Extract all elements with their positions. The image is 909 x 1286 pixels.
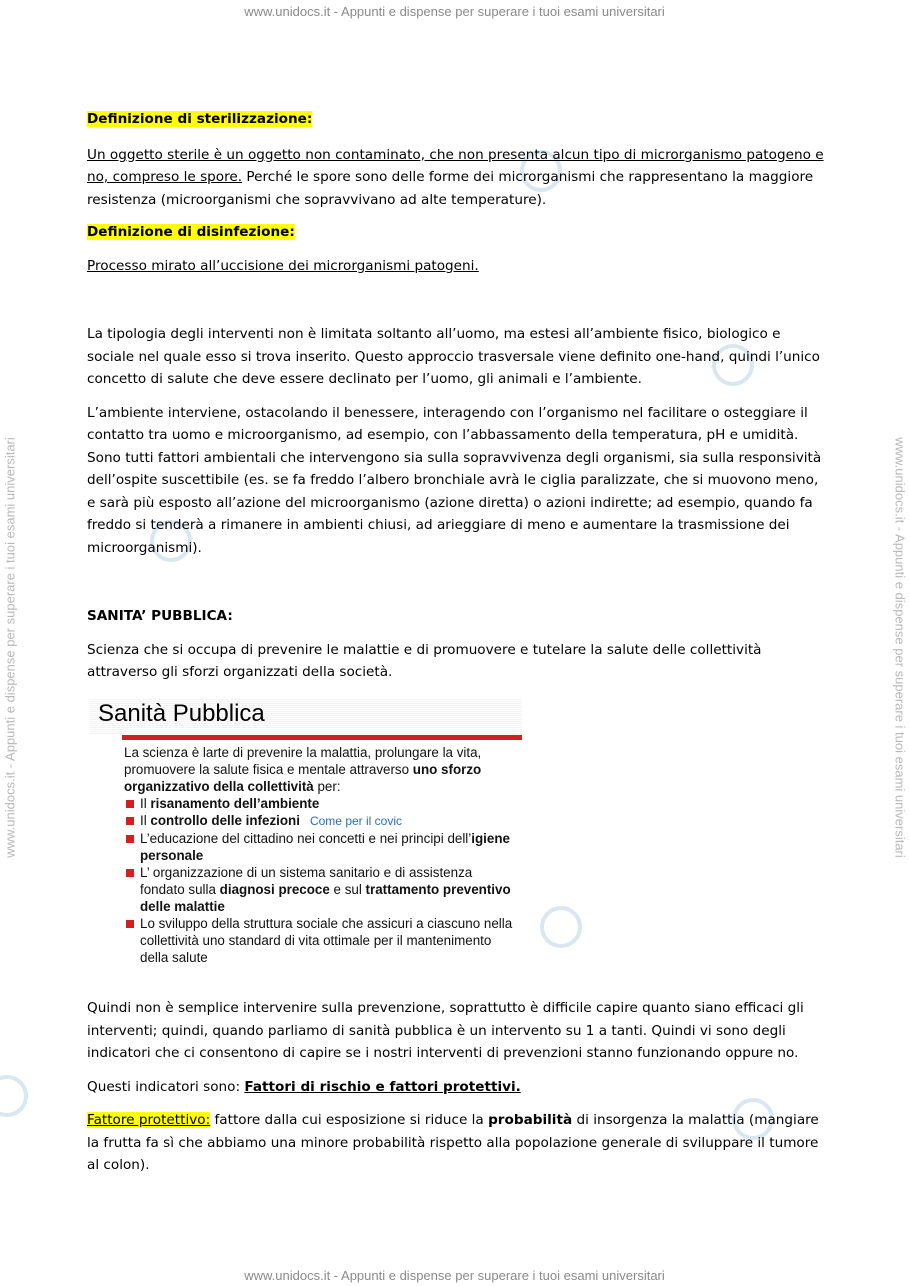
protective-factor-text: fattore dalla cui esposizione si riduce la xyxy=(210,1112,489,1128)
sterilization-definition-main: Un oggetto sterile è un oggetto non contaminato, che non presenta alcun tipo di microrganismo patogeno e no, compreso le spore. xyxy=(87,146,824,185)
item-text: L’ organizzazione di un sistema sanitario e di assistenza fondato sulla xyxy=(140,865,473,897)
square-bullet-icon xyxy=(126,817,134,825)
item-bold-2: trattamento preventivo delle malattie xyxy=(140,882,511,914)
indicators-lead: Questi indicatori sono: xyxy=(87,1078,245,1095)
item-text: L’educazione del cittadino nei concetti e nei principi dell’ xyxy=(140,831,472,846)
watermark-top: www.unidocs.it - Appunti e dispense per superare i tuoi esami universitari xyxy=(244,4,665,19)
item-bold: controllo delle infezioni xyxy=(150,813,300,828)
indicators-line xyxy=(87,1076,827,1099)
item-note: Come per il covic xyxy=(309,814,402,828)
item-bold: igiene personale xyxy=(140,831,510,863)
slide-bullet-item xyxy=(124,864,519,915)
public-health-slide xyxy=(90,698,522,981)
item-text: Il xyxy=(140,796,151,811)
square-bullet-icon xyxy=(126,800,134,808)
unidocs-logo-icon xyxy=(0,1075,28,1117)
slide-intro-bold: uno sforzo organizzativo della collettività xyxy=(124,762,482,794)
item-bold: risanamento dell’ambiente xyxy=(150,796,320,811)
paragraph-interventions: La tipologia degli interventi non è limitata soltanto all’uomo, ma estesi all’ambiente fisico, biologico e sociale nel quale esso si trova inserito. Questo approccio trasversale viene definito one-hand, quindi l’unico concetto di salute che deve essere declinato per l’uomo, gli animali e l’ambiente. xyxy=(87,326,820,387)
slide-bullet-item xyxy=(124,812,519,830)
slide-intro xyxy=(124,744,519,795)
slide-bullet-item xyxy=(124,830,519,864)
sterilization-definition xyxy=(87,144,827,212)
slide-bullet-list xyxy=(124,795,519,966)
slide-bullet-item xyxy=(124,915,519,966)
watermark-left: www.unidocs.it - Appunti e dispense per superare i tuoi esami universitari xyxy=(2,437,18,858)
paragraph-environment: L’ambiente interviene, ostacolando il benessere, interagendo con l’organismo nel facilitare o osteggiare il contatto tra uomo e microorganismo, ad esempio, con l’abbassamento della temperatura, pH e umidità. Sono tutti fattori ambientali che intervengono sia sulla sopravvivenza degli organismi, sia sulla responsività dell’ospite suscettibile (es. se fa freddo l’albero bronchiale avrà le ciglia paralizzate, che si muovono meno, e sarà più esposto all’azione del microorganismo (azione diretta) o azioni indirette; ad esempio, quando fa freddo si tenderà a rimanere in ambienti chiusi, ad arieggiare di meno e aumentare la trasmissione dei microorganismi). xyxy=(87,404,822,556)
sterilization-heading: Definizione di sterilizzazione: xyxy=(87,111,313,127)
public-health-definition: Scienza che si occupa di prevenire le malattie e di promuovere e tutelare la salute delle collettività attraverso gli sforzi organizzati della società. xyxy=(87,641,762,680)
slide-bullet-item xyxy=(124,795,519,812)
item-text-post: e sul xyxy=(329,882,366,897)
disinfection-definition: Processo mirato all’uccisione dei microrganismi patogeni. xyxy=(87,257,479,274)
square-bullet-icon xyxy=(126,869,134,877)
square-bullet-icon xyxy=(126,920,134,928)
slide-title: Sanità Pubblica xyxy=(98,700,265,727)
slide-intro-text: La scienza è larte di prevenire la malattia, prolungare la vita, promuovere la salute fisica e mentale attraverso xyxy=(124,745,482,777)
public-health-heading: SANITA’ PUBBLICA: xyxy=(87,608,233,624)
protective-factor-paragraph xyxy=(87,1109,827,1177)
item-bold: diagnosi precoce xyxy=(219,882,330,897)
disinfection-heading: Definizione di disinfezione: xyxy=(87,224,295,240)
item-text: Il xyxy=(140,813,151,828)
indicators-bold: Fattori di rischio e fattori protettivi. xyxy=(244,1078,521,1095)
slide-body xyxy=(124,744,519,966)
document-body-continued xyxy=(87,997,827,1177)
sterilization-definition-rest: Perché le spore sono delle forme dei microrganismi che rappresentano la maggiore resistenza (microorganismi che sopravvivano ad alte temperature). xyxy=(87,169,814,208)
slide-title-rule xyxy=(122,735,522,740)
item-text: Lo sviluppo della struttura sociale che assicuri a ciascuno nella collettività uno standard di vita ottimale per il mantenimento della salute xyxy=(140,916,513,965)
protective-factor-bold: probabilità xyxy=(488,1112,573,1128)
square-bullet-icon xyxy=(126,835,134,843)
unidocs-logo-icon xyxy=(540,906,582,948)
protective-factor-text-end: di insorgenza la malattia (mangiare la frutta fa sì che abbiamo una minore probabilità rispetto alla popolazione generale di sviluppare il tumore al colon). xyxy=(87,1112,819,1173)
watermark-right: www.unidocs.it - Appunti e dispense per superare i tuoi esami universitari xyxy=(892,437,908,858)
document-body xyxy=(87,108,827,684)
protective-factor-label: Fattore protettivo: xyxy=(87,1112,211,1128)
slide-intro-end: per: xyxy=(313,779,341,794)
paragraph-indicators-intro: Quindi non è semplice intervenire sulla prevenzione, soprattutto è difficile capire quanto siano efficaci gli interventi; quindi, quando parliamo di sanità pubblica è un intervento su 1 a tanti. Quindi vi sono degli indicatori che ci consentono di capire se i nostri interventi di prevenzioni stanno funzionando oppure no. xyxy=(87,1000,804,1061)
watermark-bottom: www.unidocs.it - Appunti e dispense per superare i tuoi esami universitari xyxy=(244,1268,665,1283)
